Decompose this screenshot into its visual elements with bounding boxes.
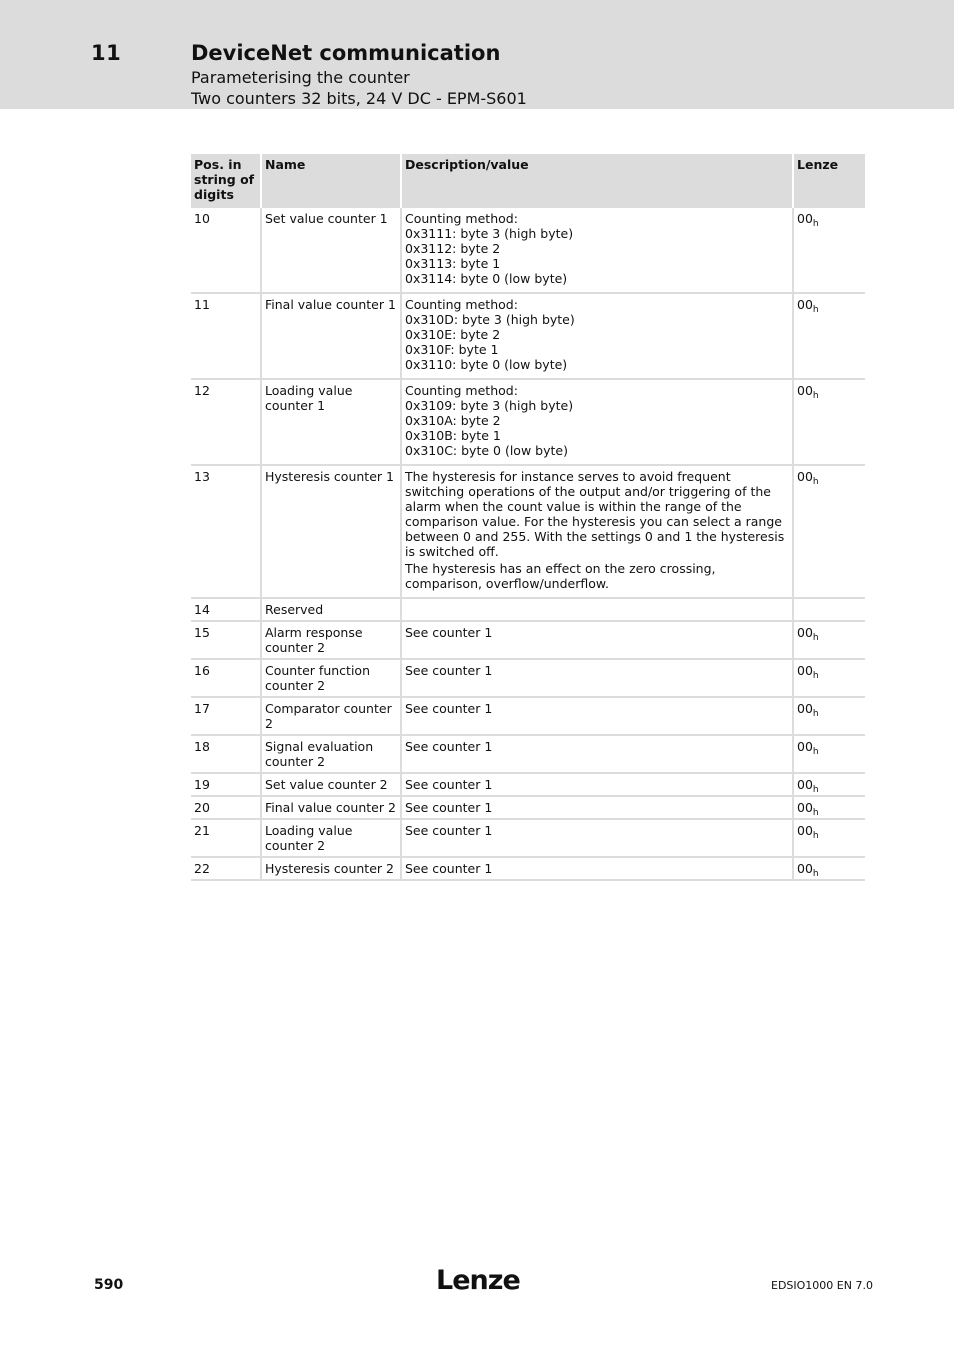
cell-name: Loading value counter 1	[261, 379, 401, 465]
cell-description	[401, 697, 793, 735]
default-value: 00	[797, 625, 813, 640]
table-row	[191, 796, 865, 819]
description-line: See counter 1	[405, 663, 493, 678]
hex-subscript: h	[812, 391, 819, 401]
lenze-logo: Lenze	[436, 1265, 520, 1296]
cell-lenze-default	[793, 697, 865, 735]
cell-pos: 19	[191, 773, 261, 796]
table-row	[191, 465, 865, 598]
cell-name: Loading value counter 2	[261, 819, 401, 857]
table-row	[191, 293, 865, 379]
hex-subscript: h	[812, 477, 819, 487]
cell-description	[401, 735, 793, 773]
table-row	[191, 208, 865, 293]
page-number: 590	[94, 1277, 124, 1293]
cell-name: Set value counter 1	[261, 208, 401, 293]
cell-description	[401, 773, 793, 796]
cell-description	[401, 621, 793, 659]
description-line: 0x3114: byte 0 (low byte)	[405, 271, 568, 286]
description-line: 0x3113: byte 1	[405, 256, 501, 271]
description-paragraph: The hysteresis for instance serves to avoid frequent switching operations of the output and/or triggering of the alarm when the count value is within the range of the comparison value. For the hysteresis you can select a range between 0 and 255. With the settings 0 and 1 the hysteresis is switched off.	[405, 469, 785, 559]
section-subtitle-2: Two counters 32 bits, 24 V DC - EPM-S601	[191, 89, 527, 108]
cell-description	[401, 293, 793, 379]
cell-description	[401, 465, 793, 598]
chapter-number: 11	[91, 41, 122, 65]
description-line: 0x3111: byte 3 (high byte)	[405, 226, 574, 241]
cell-name: Counter function counter 2	[261, 659, 401, 697]
table-row	[191, 621, 865, 659]
cell-description	[401, 857, 793, 880]
hex-subscript: h	[812, 785, 819, 795]
hex-subscript: h	[812, 808, 819, 818]
cell-description	[401, 598, 793, 621]
hex-subscript: h	[812, 633, 819, 643]
cell-name: Reserved	[261, 598, 401, 621]
cell-description	[401, 796, 793, 819]
cell-lenze-default	[793, 379, 865, 465]
cell-lenze-default	[793, 773, 865, 796]
hex-subscript: h	[812, 747, 819, 757]
table-body	[191, 208, 865, 880]
table-row	[191, 819, 865, 857]
cell-name: Comparator counter 2	[261, 697, 401, 735]
table-header-row	[191, 154, 865, 208]
hex-subscript: h	[812, 709, 819, 719]
cell-lenze-default	[793, 598, 865, 621]
default-value: 00	[797, 823, 813, 838]
cell-pos: 21	[191, 819, 261, 857]
default-value: 00	[797, 469, 813, 484]
cell-lenze-default	[793, 857, 865, 880]
header-pos: Pos. in string of digits	[191, 154, 261, 208]
cell-lenze-default	[793, 293, 865, 379]
description-line: 0x3109: byte 3 (high byte)	[405, 398, 574, 413]
hex-subscript: h	[812, 869, 819, 879]
cell-lenze-default	[793, 208, 865, 293]
description-line: 0x310C: byte 0 (low byte)	[405, 443, 568, 458]
hex-subscript: h	[812, 305, 819, 315]
description-line: See counter 1	[405, 861, 493, 876]
table-row	[191, 857, 865, 880]
cell-pos: 10	[191, 208, 261, 293]
cell-name: Hysteresis counter 1	[261, 465, 401, 598]
hex-subscript: h	[812, 219, 819, 229]
table-row	[191, 735, 865, 773]
description-line: See counter 1	[405, 625, 493, 640]
cell-pos: 15	[191, 621, 261, 659]
chapter-title: DeviceNet communication	[191, 41, 501, 65]
header-lenze: Lenze	[793, 154, 865, 208]
cell-lenze-default	[793, 735, 865, 773]
description-line: Counting method:	[405, 297, 518, 312]
default-value: 00	[797, 211, 813, 226]
cell-pos: 22	[191, 857, 261, 880]
description-line: 0x3110: byte 0 (low byte)	[405, 357, 568, 372]
description-line: 0x310F: byte 1	[405, 342, 499, 357]
cell-lenze-default	[793, 465, 865, 598]
description-line: Counting method:	[405, 211, 518, 226]
description-line: See counter 1	[405, 823, 493, 838]
default-value: 00	[797, 701, 813, 716]
cell-pos: 11	[191, 293, 261, 379]
cell-lenze-default	[793, 659, 865, 697]
description-line: See counter 1	[405, 701, 493, 716]
hex-subscript: h	[812, 671, 819, 681]
cell-description	[401, 379, 793, 465]
header-name: Name	[261, 154, 401, 208]
description-line: 0x310D: byte 3 (high byte)	[405, 312, 575, 327]
description-line: See counter 1	[405, 739, 493, 754]
default-value: 00	[797, 800, 813, 815]
cell-name: Final value counter 1	[261, 293, 401, 379]
description-line: 0x310E: byte 2	[405, 327, 501, 342]
cell-name: Signal evaluation counter 2	[261, 735, 401, 773]
cell-pos: 12	[191, 379, 261, 465]
cell-pos: 18	[191, 735, 261, 773]
cell-description	[401, 659, 793, 697]
description-line: See counter 1	[405, 800, 493, 815]
default-value: 00	[797, 383, 813, 398]
description-line: 0x3112: byte 2	[405, 241, 501, 256]
header-description: Description/value	[401, 154, 793, 208]
cell-pos: 20	[191, 796, 261, 819]
cell-name: Hysteresis counter 2	[261, 857, 401, 880]
section-subtitle: Parameterising the counter	[191, 68, 410, 87]
default-value: 00	[797, 861, 813, 876]
cell-lenze-default	[793, 819, 865, 857]
table-row	[191, 379, 865, 465]
cell-lenze-default	[793, 796, 865, 819]
description-line: 0x310B: byte 1	[405, 428, 501, 443]
table-row	[191, 773, 865, 796]
cell-name: Final value counter 2	[261, 796, 401, 819]
document-reference: EDSIO1000 EN 7.0	[771, 1279, 873, 1292]
default-value: 00	[797, 297, 813, 312]
cell-name: Set value counter 2	[261, 773, 401, 796]
default-value: 00	[797, 663, 813, 678]
cell-lenze-default	[793, 621, 865, 659]
cell-pos: 17	[191, 697, 261, 735]
table-row	[191, 598, 865, 621]
cell-pos: 14	[191, 598, 261, 621]
description-paragraph: The hysteresis has an effect on the zero crossing, comparison, overflow/underflow.	[405, 561, 716, 591]
cell-pos: 13	[191, 465, 261, 598]
default-value: 00	[797, 777, 813, 792]
parameter-table	[191, 154, 865, 881]
cell-description	[401, 208, 793, 293]
default-value: 00	[797, 739, 813, 754]
cell-pos: 16	[191, 659, 261, 697]
cell-name: Alarm response counter 2	[261, 621, 401, 659]
description-line: Counting method:	[405, 383, 518, 398]
description-line: See counter 1	[405, 777, 493, 792]
cell-description	[401, 819, 793, 857]
table-row	[191, 697, 865, 735]
table-row	[191, 659, 865, 697]
hex-subscript: h	[812, 831, 819, 841]
description-line: 0x310A: byte 2	[405, 413, 501, 428]
